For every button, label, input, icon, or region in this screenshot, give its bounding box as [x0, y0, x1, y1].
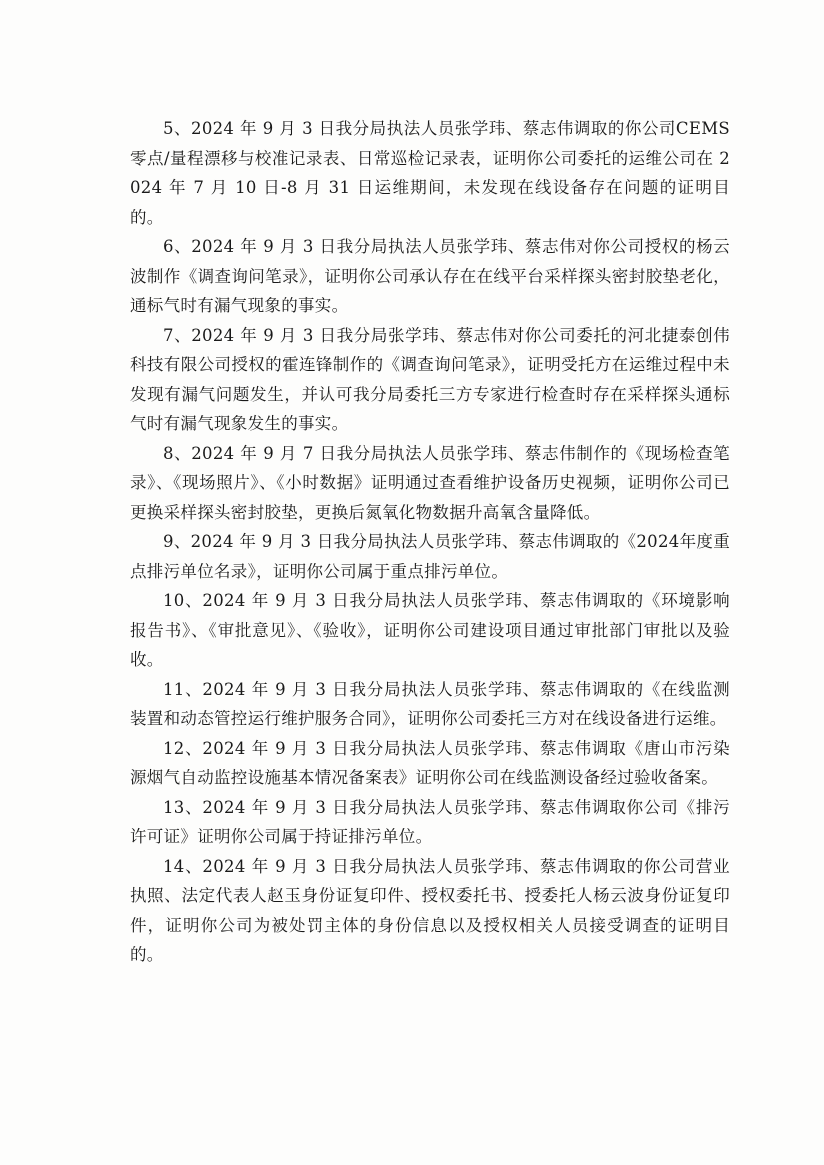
- evidence-paragraph-11: 11、2024 年 9 月 3 日我分局执法人员张学玮、蔡志伟调取的《在线监测装置和动态管控运行维护服务合同》，证明你公司委托三方对在线设备进行运维。: [130, 679, 730, 728]
- evidence-paragraph-12: 12、2024 年 9 月 3 日我分局执法人员张学玮、蔡志伟调取《唐山市污染源烟气自动监控设施基本情况备案表》证明你公司在线监测设备经过验收备案。: [130, 738, 730, 787]
- evidence-paragraph-7: 7、2024 年 9 月 3 日我分局张学玮、蔡志伟对你公司委托的河北捷泰创伟科技有限公司授权的霍连锋制作的《调查询问笔录》，证明受托方在运维过程中未发现有漏气问题发生，并认可我分局委托三方专家进行检查时存在采样探头通标气时有漏气现象发生的事实。: [130, 325, 730, 433]
- document-body: [130, 114, 730, 970]
- evidence-paragraph-10: 10、2024 年 9 月 3 日我分局执法人员张学玮、蔡志伟调取的《环境影响报告书》、《审批意见》、《验收》，证明你公司建设项目通过审批部门审批以及验收。: [130, 591, 730, 669]
- evidence-paragraph-14: 14、2024 年 9 月 3 日我分局执法人员张学玮、蔡志伟调取的你公司营业执照、法定代表人赵玉身份证复印件、授权委托书、授委托人杨云波身份证复印件，证明你公司为被处罚主体的身份信息以及授权相关人员接受调查的证明目的。: [130, 856, 730, 964]
- evidence-paragraph-13: 13、2024 年 9 月 3 日我分局执法人员张学玮、蔡志伟调取你公司《排污许可证》证明你公司属于持证排污单位。: [130, 797, 730, 846]
- evidence-paragraph-6: 6、2024 年 9 月 3 日我分局执法人员张学玮、蔡志伟对你公司授权的杨云波制作《调查询问笔录》，证明你公司承认存在在线平台采样探头密封胶垫老化，通标气时有漏气现象的事实。: [130, 237, 730, 315]
- evidence-paragraph-8: 8、2024 年 9 月 7 日我分局执法人员张学玮、蔡志伟制作的《现场检查笔录》、《现场照片》、《小时数据》证明通过查看维护设备历史视频，证明你公司已更换采样探头密封胶垫，更换后氮氧化物数据升高氧含量降低。: [130, 443, 730, 522]
- evidence-paragraph-9: 9、2024 年 9 月 3 日我分局执法人员张学玮、蔡志伟调取的《2024年度重点排污单位名录》，证明你公司属于重点排污单位。: [130, 532, 730, 581]
- evidence-paragraph-5: 5、2024 年 9 月 3 日我分局执法人员张学玮、蔡志伟调取的你公司CEMS 零点/量程漂移与校准记录表、日常巡检记录表，证明你公司委托的运维公司在 2024 年 7 月 10 日-8 月 31 日运维期间，未发现在线设备存在问题的证明目的。: [130, 119, 730, 227]
